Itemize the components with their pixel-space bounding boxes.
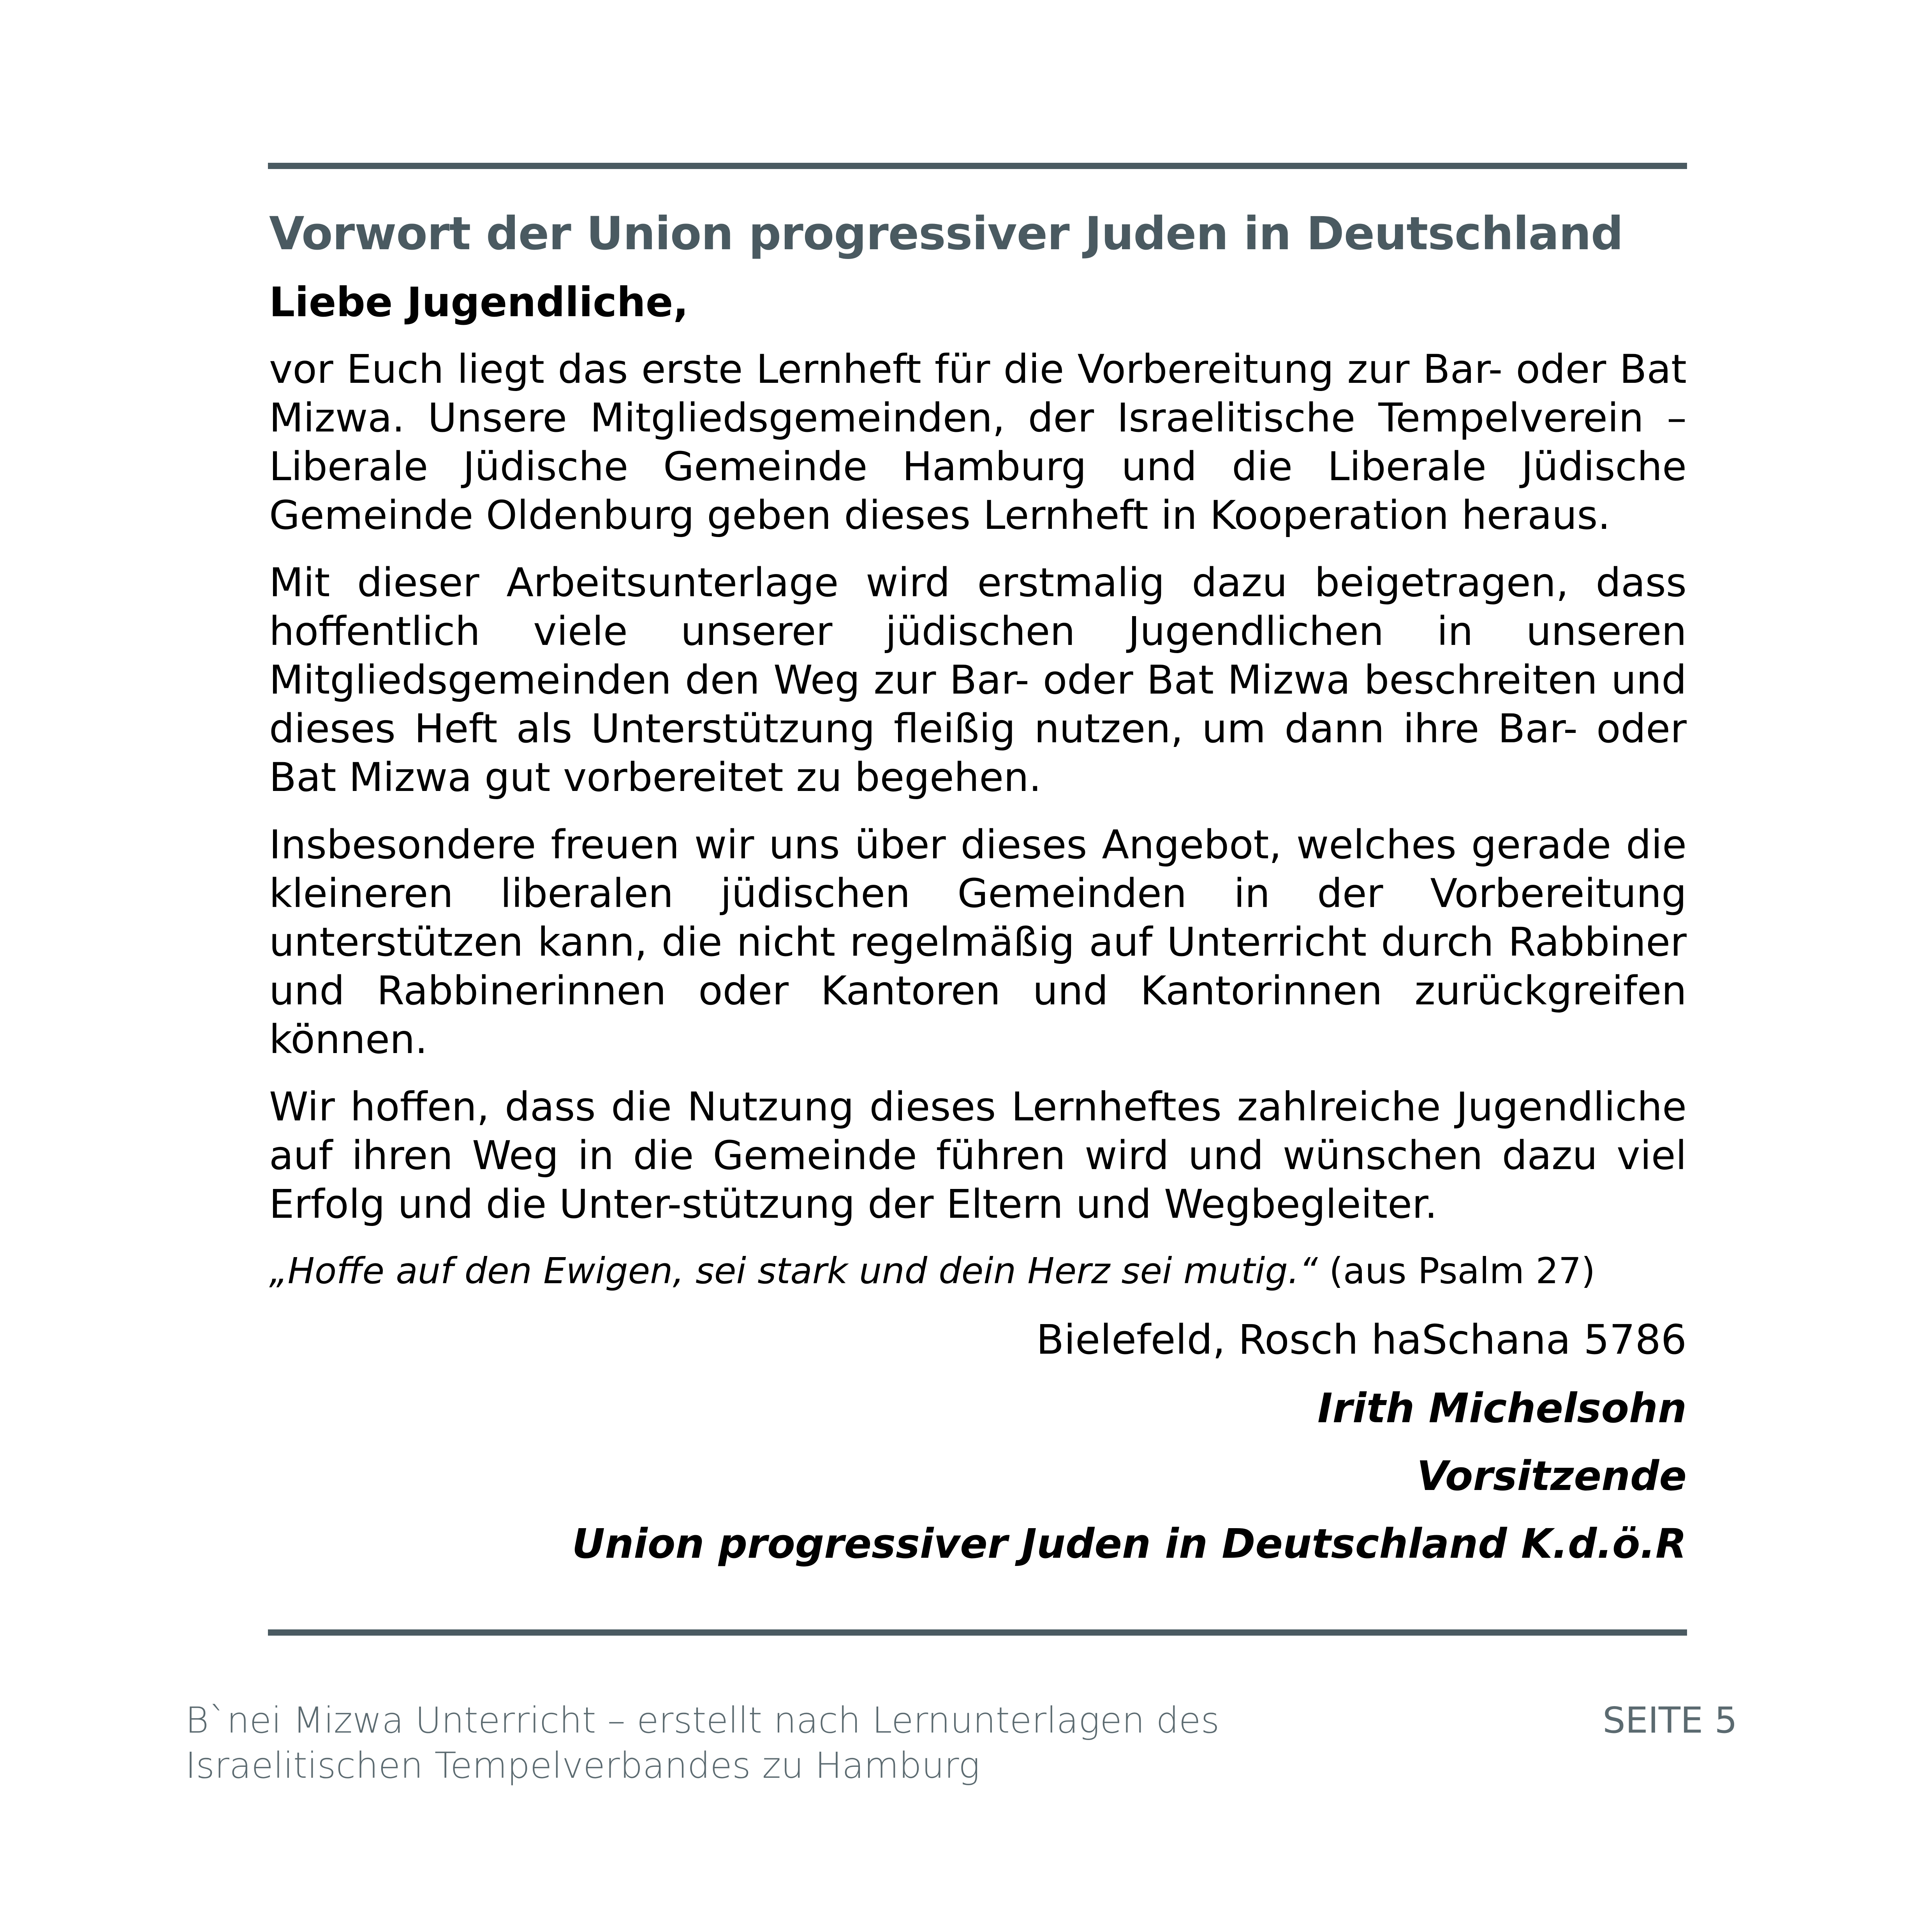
footer-line-1: B`nei Mizwa Unterricht – erstellt nach Lernunterlagen des xyxy=(185,1700,1220,1741)
quote-text: „Hoffe auf den Ewigen, sei stark und dein Herz sei mutig.“ xyxy=(269,1250,1318,1292)
page-title: Vorwort der Union progressiver Juden in Deutschland xyxy=(269,207,1623,260)
footer-source xyxy=(185,1698,1237,1788)
quote-source: (aus Psalm 27) xyxy=(1317,1250,1596,1292)
signature-role: Vorsitzende xyxy=(1416,1452,1687,1500)
place-date: Bielefeld, Rosch haSchana 5786 xyxy=(1036,1316,1687,1363)
top-divider xyxy=(268,163,1687,169)
footer-line-2: Israelitischen Tempelverbandes zu Hamburg xyxy=(185,1745,980,1786)
signature-organization: Union progressiver Juden in Deutschland K.d.ö.R xyxy=(572,1520,1687,1567)
main-content xyxy=(269,203,1687,1582)
bottom-divider xyxy=(268,1629,1687,1636)
paragraph-4: Wir hoffen, dass die Nutzung dieses Lernheftes zahlreiche Jugendliche auf ihren Weg in die Gemeinde führen wird und wünschen dazu viel Erfolg und die Unter-stützung der Eltern und Wegbegleiter. xyxy=(269,1084,1687,1228)
salutation: Liebe Jugendliche, xyxy=(269,278,689,326)
paragraph-3: Insbesondere freuen wir uns über dieses Angebot, welches gerade die kleineren liberalen jüdischen Gemeinden in der Vorbereitung unterstützen kann, die nicht regelmäßig auf Unterricht durch Rabbiner und Rabbinerinnen oder Kantoren und Kantorinnen zurückgreifen können. xyxy=(269,822,1687,1063)
psalm-quote xyxy=(269,1246,1687,1296)
paragraph-2: Mit dieser Arbeitsunterlage wird erstmalig dazu beigetragen, dass hoffentlich viele unserer jüdischen Jugendlichen in unseren Mitgliedsgemeinden den Weg zur Bar- oder Bat Mizwa beschreiten und dieses Heft als Unterstützung fleißig nutzen, um dann ihre Bar- oder Bat Mizwa gut vorbereitet zu begehen. xyxy=(269,560,1687,801)
page-number: SEITE 5 xyxy=(1603,1700,1737,1741)
signature-name: Irith Michelsohn xyxy=(1317,1384,1687,1432)
paragraph-1: vor Euch liegt das erste Lernheft für die Vorbereitung zur Bar- oder Bat Mizwa. Unsere Mitgliedsgemeinden, der Israelitische Tempelverein – Liberale Jüdische Gemeinde Hamburg und die Liberale Jüdische Gemeinde Oldenburg geben dieses Lernheft in Kooperation heraus. xyxy=(269,346,1687,539)
